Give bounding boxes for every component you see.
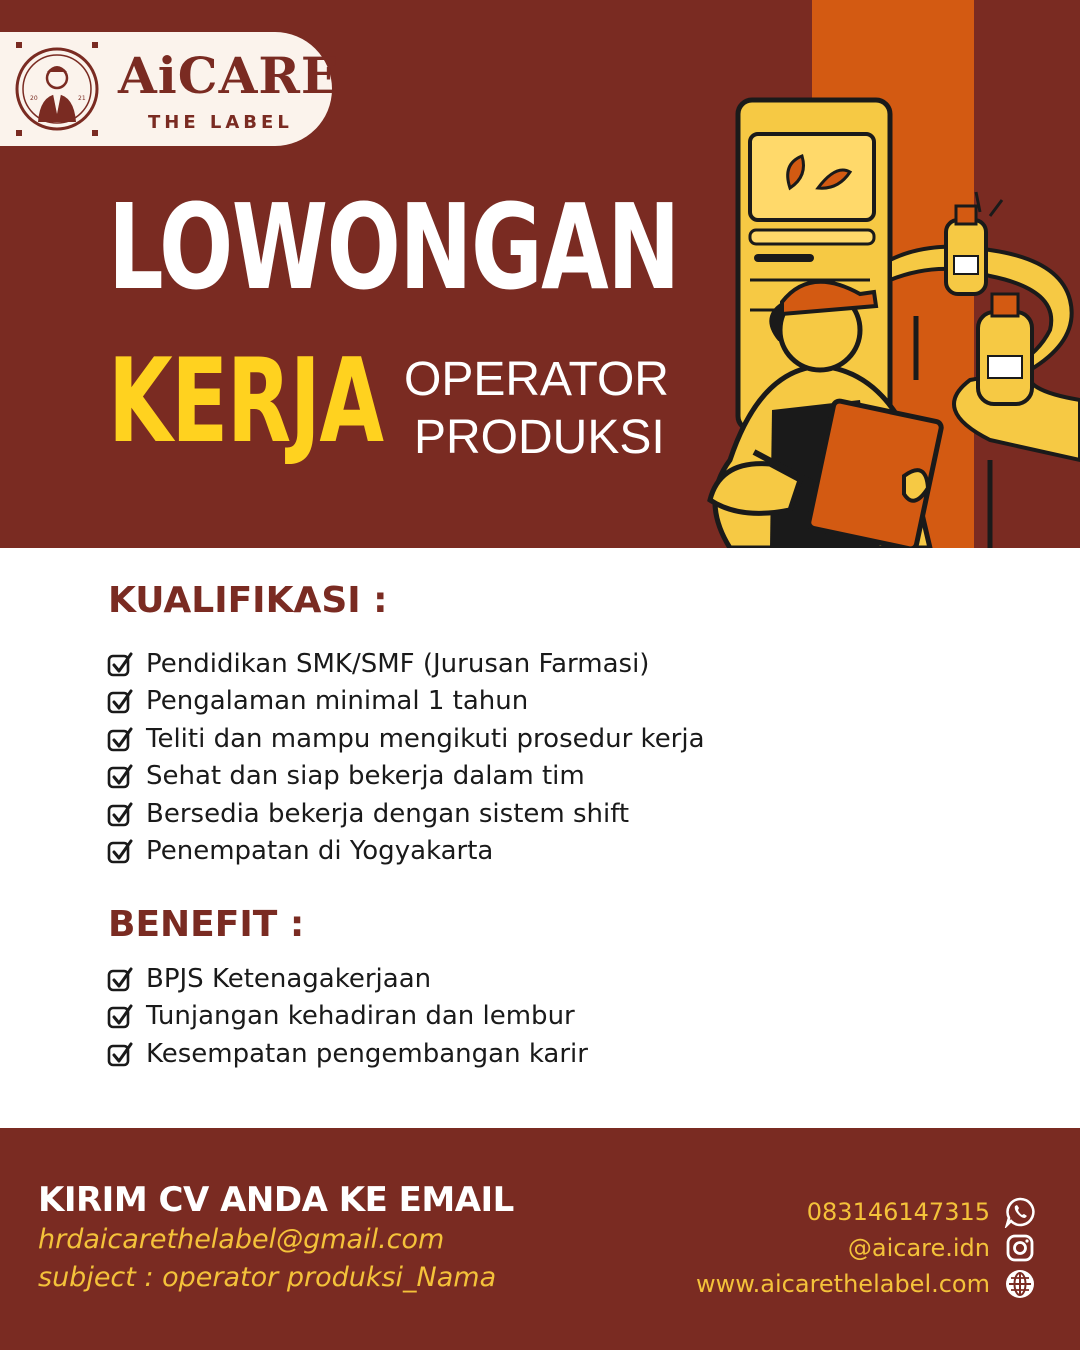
check-box-icon <box>106 1040 134 1068</box>
check-box-icon <box>106 687 134 715</box>
qualification-text: Penempatan di Yogyakarta <box>146 836 494 867</box>
qualification-text: Bersedia bekerja dengan sistem shift <box>146 798 630 829</box>
bottle-icon <box>946 206 1032 404</box>
phone-number: 083146147315 <box>806 1198 990 1226</box>
brand-emblem-icon <box>10 42 104 136</box>
list-item <box>106 960 588 998</box>
contact-website[interactable] <box>696 1268 1036 1300</box>
instagram-icon <box>1004 1232 1036 1264</box>
qualifications-title: KUALIFIKASI : <box>108 580 388 621</box>
email-link[interactable]: hrdaicarethelabel@gmail.com <box>38 1224 445 1255</box>
position-produksi: PRODUKSI <box>414 411 665 464</box>
qualification-text: Pendidikan SMK/SMF (Jurusan Farmasi) <box>146 648 650 679</box>
qualification-text: Sehat dan siap bekerja dalam tim <box>146 761 585 792</box>
list-item <box>106 998 588 1036</box>
brand-subtitle: THE LABEL <box>148 112 293 133</box>
hero-banner <box>0 0 1080 548</box>
contact-instagram[interactable] <box>848 1232 1036 1264</box>
instagram-handle: @aicare.idn <box>847 1234 990 1262</box>
position-operator: OPERATOR <box>404 353 669 406</box>
check-box-icon <box>106 762 134 790</box>
headline-lowongan: LOWONGAN <box>108 178 679 316</box>
check-box-icon <box>106 837 134 865</box>
check-box-icon <box>106 965 134 993</box>
list-item <box>106 758 705 796</box>
list-item <box>106 683 705 721</box>
benefits-title: BENEFIT : <box>108 904 305 945</box>
qualification-text: Pengalaman minimal 1 tahun <box>146 686 529 717</box>
check-box-icon <box>106 650 134 678</box>
benefits-list <box>106 960 588 1073</box>
globe-icon <box>1004 1268 1036 1300</box>
check-box-icon <box>106 1002 134 1030</box>
list-item <box>106 645 705 683</box>
brand-logo <box>0 32 341 146</box>
worker-illustration <box>690 80 1080 548</box>
list-item <box>106 795 705 833</box>
benefit-text: Tunjangan kehadiran dan lembur <box>146 1001 575 1032</box>
benefit-text: BPJS Ketenagakerjaan <box>146 963 432 994</box>
list-item <box>106 833 705 871</box>
emblem-year-left: 20 <box>30 95 38 102</box>
check-box-icon <box>106 800 134 828</box>
whatsapp-icon <box>1004 1196 1036 1228</box>
contact-phone[interactable] <box>807 1196 1036 1228</box>
footer <box>0 1128 1080 1350</box>
list-item <box>106 1035 588 1073</box>
email-subject: subject : operator produksi_Nama <box>38 1262 497 1293</box>
headline-kerja: KERJA <box>108 334 383 469</box>
emblem-year-right: 21 <box>78 95 86 102</box>
website-url: www.aicarethelabel.com <box>695 1270 990 1298</box>
cta-heading: KIRIM CV ANDA KE EMAIL <box>38 1180 514 1220</box>
check-box-icon <box>106 725 134 753</box>
qualification-text: Teliti dan mampu mengikuti prosedur kerja <box>146 723 705 754</box>
brand-name: AiCARE <box>118 46 341 105</box>
benefit-text: Kesempatan pengembangan karir <box>146 1038 588 1069</box>
qualifications-list <box>106 645 705 870</box>
list-item <box>106 720 705 758</box>
